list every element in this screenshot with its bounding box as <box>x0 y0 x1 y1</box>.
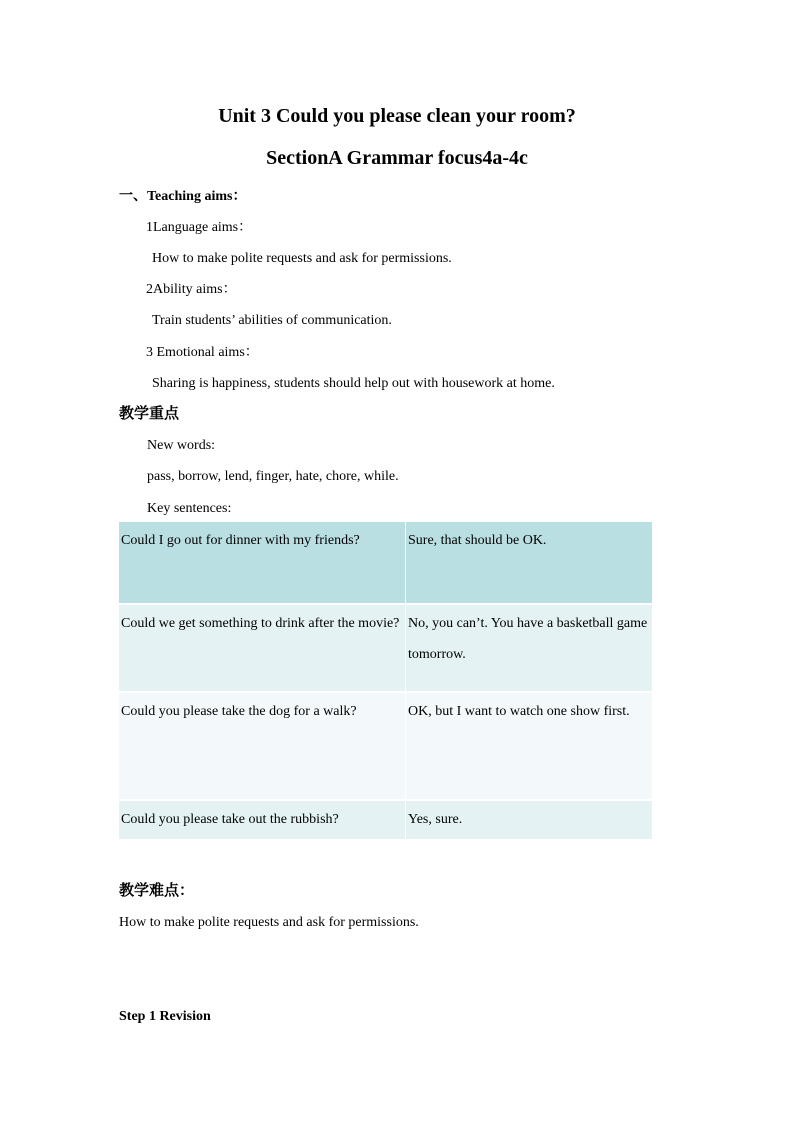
response-cell: Sure, that should be OK. <box>406 522 653 605</box>
request-cell: Could I go out for dinner with my friends? <box>119 522 406 605</box>
new-words-label: New words: <box>147 438 216 453</box>
emotional-aims-label: 3 Emotional aims： <box>146 345 259 360</box>
key-sentences-label: Key sentences: <box>147 501 232 516</box>
response-cell: No, you can’t. You have a basketball game tomorrow. <box>406 605 653 693</box>
request-cell: Could you please take the dog for a walk? <box>119 693 406 801</box>
table-row <box>119 605 653 693</box>
table-row <box>119 693 653 801</box>
ability-aims-label: 2Ability aims： <box>146 282 237 297</box>
key-points-heading: 教学重点 <box>119 404 180 422</box>
document-title: Unit 3 Could you please clean your room? <box>218 105 576 127</box>
difficult-points-text: How to make polite requests and ask for permissions. <box>119 915 419 930</box>
response-cell: Yes, sure. <box>406 801 653 841</box>
table-row <box>119 801 653 841</box>
response-cell: OK, but I want to watch one show first. <box>406 693 653 801</box>
new-words-list: pass, borrow, lend, finger, hate, chore, while. <box>147 469 399 484</box>
step-1-heading: Step 1 Revision <box>119 1009 211 1024</box>
request-cell: Could we get something to drink after the movie? <box>119 605 406 693</box>
request-cell: Could you please take out the rubbish? <box>119 801 406 841</box>
emotional-aims-text: Sharing is happiness, students should help out with housework at home. <box>152 376 555 391</box>
difficult-points-heading: 教学难点： <box>119 881 195 899</box>
table-row <box>119 522 653 605</box>
key-sentences-table <box>119 522 653 841</box>
language-aims-text: How to make polite requests and ask for permissions. <box>152 251 452 266</box>
language-aims-label: 1Language aims： <box>146 220 253 235</box>
document-subtitle: SectionA Grammar focus4a-4c <box>266 147 528 169</box>
teaching-aims-heading: 一、Teaching aims： <box>119 189 247 204</box>
ability-aims-text: Train students’ abilities of communication. <box>152 313 392 328</box>
